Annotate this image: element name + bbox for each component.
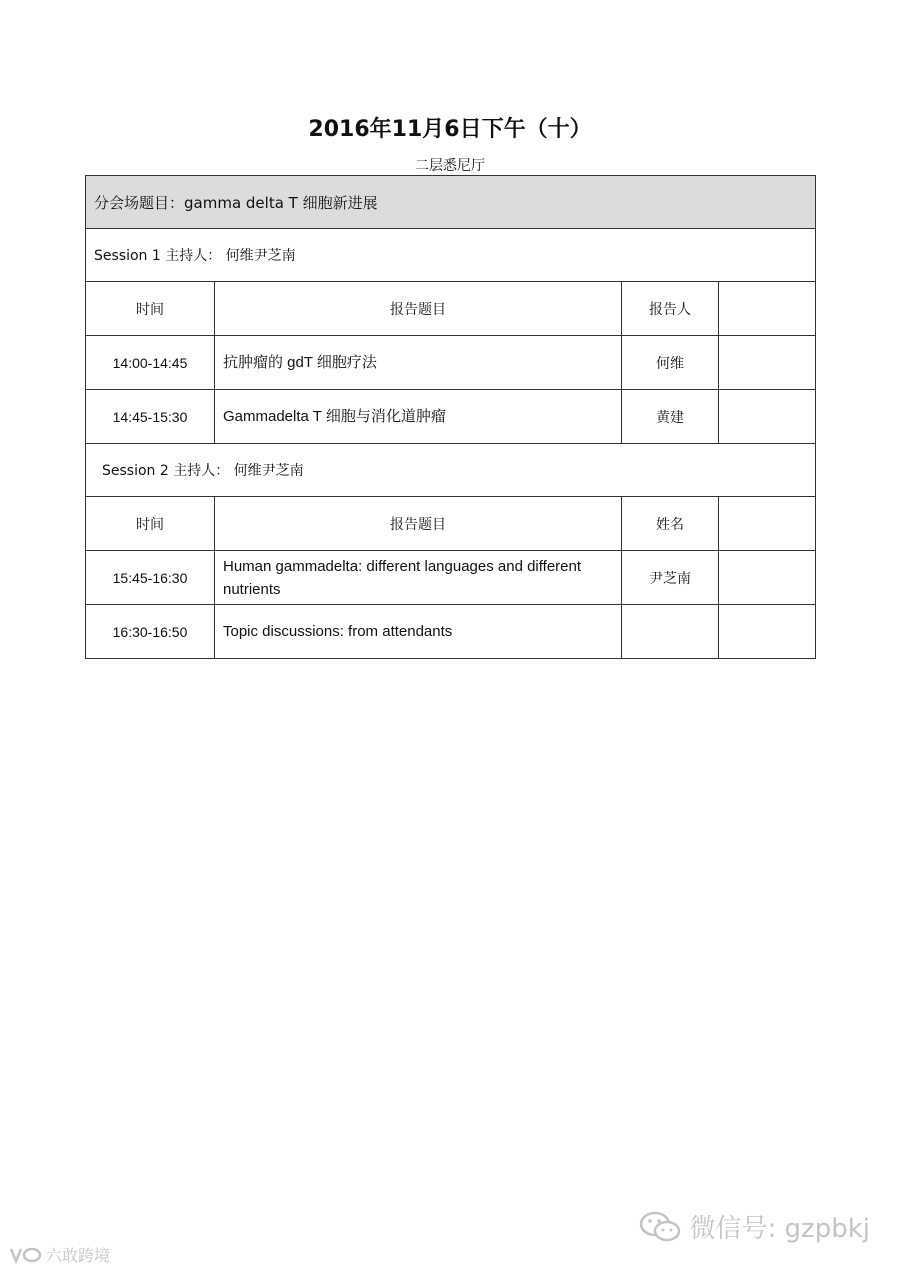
session1-label: Session 1 主持人： 何维尹芝南 (86, 229, 816, 282)
row-extra (719, 551, 816, 605)
wechat-watermark (638, 1208, 870, 1245)
table-row (86, 390, 816, 444)
venue-subtitle: 二层悉尼厅 (415, 158, 485, 174)
table-row (86, 605, 816, 659)
row-speaker: 何维 (622, 336, 719, 390)
row-extra (719, 390, 816, 444)
table-row (86, 551, 816, 605)
row-topic: Human gammadelta: different languages and different nutrients (215, 551, 622, 605)
table-header-row (86, 497, 816, 551)
header-topic: 报告题目 (215, 497, 622, 551)
row-extra (719, 605, 816, 659)
corner-watermark (8, 1243, 110, 1266)
row-speaker: 尹芝南 (622, 551, 719, 605)
corner-watermark-text: 六敢跨境 (46, 1246, 111, 1265)
header-time: 时间 (86, 282, 215, 336)
schedule-table (85, 175, 816, 659)
table-banner-row (86, 176, 816, 229)
row-speaker: 黄建 (622, 390, 719, 444)
row-time: 15:45-16:30 (86, 551, 215, 605)
row-extra (719, 336, 816, 390)
header-speaker: 姓名 (622, 497, 719, 551)
session1-row (86, 229, 816, 282)
session2-label: Session 2 主持人： 何维尹芝南 (86, 444, 816, 497)
row-time: 14:45-15:30 (86, 390, 215, 444)
header-extra (719, 282, 816, 336)
table-row (86, 336, 816, 390)
row-topic: Topic discussions: from attendants (215, 605, 622, 659)
session-topic-banner: 分会场题目：gamma delta T 细胞新进展 (86, 176, 816, 229)
wechat-logo-icon (638, 1210, 682, 1244)
wechat-watermark-text: 微信号: gzpbkj (689, 1214, 870, 1244)
page-title: 2016年11月6日下午（十） (308, 117, 592, 142)
row-topic: 抗肿瘤的 gdT 细胞疗法 (215, 336, 622, 390)
header-time: 时间 (86, 497, 215, 551)
header-extra (719, 497, 816, 551)
row-speaker (622, 605, 719, 659)
row-time: 14:00-14:45 (86, 336, 215, 390)
row-topic: Gammadelta T 细胞与消化道肿瘤 (215, 390, 622, 444)
header-topic: 报告题目 (215, 282, 622, 336)
header-speaker: 报告人 (622, 282, 719, 336)
session2-row (86, 444, 816, 497)
row-time: 16:30-16:50 (86, 605, 215, 659)
brand-logo-icon (8, 1245, 42, 1265)
table-header-row (86, 282, 816, 336)
